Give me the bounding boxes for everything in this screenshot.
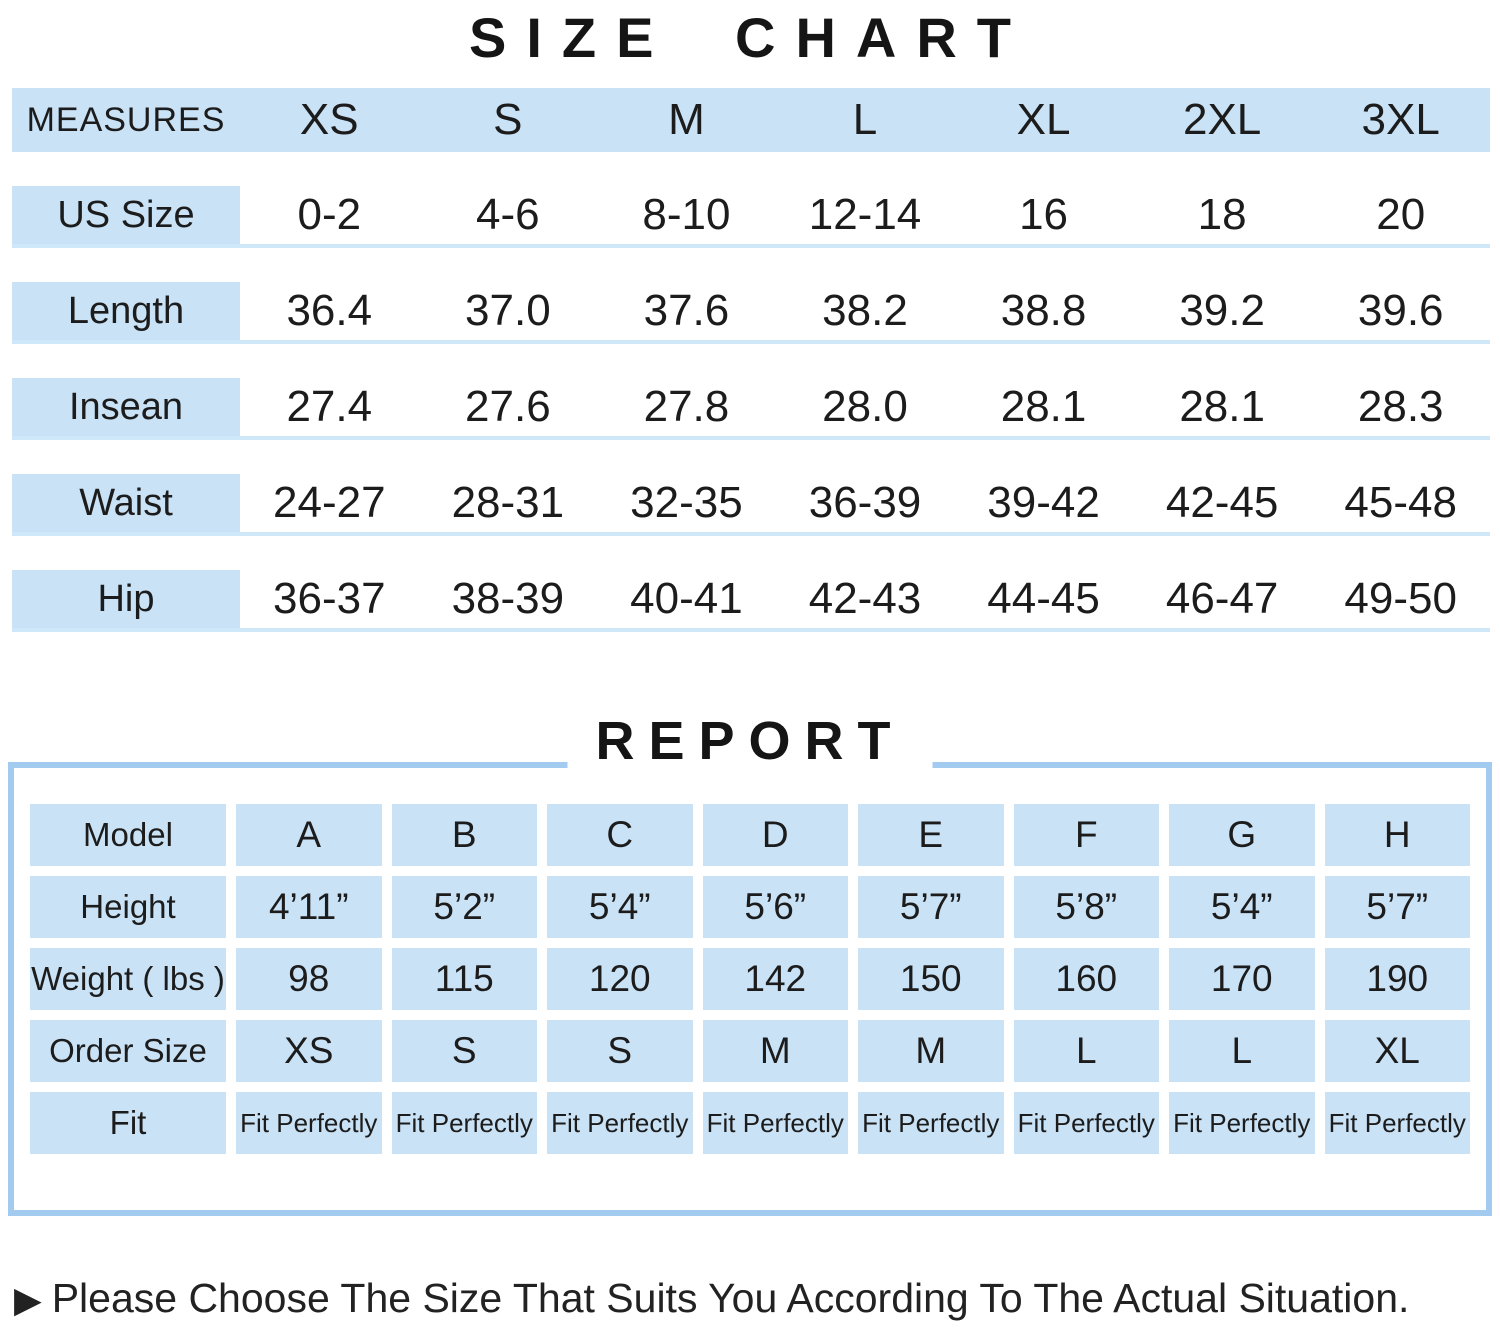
report-cell: 190 [1325,948,1471,1010]
report-cell: 120 [547,948,693,1010]
measure-row-label: US Size [12,186,240,244]
measure-cell: 28.1 [1179,382,1265,431]
measure-row [12,474,1490,536]
report-row-label: Weight ( lbs ) [30,948,226,1010]
size-column-header: S [493,95,523,144]
measure-cell: 20 [1376,190,1426,239]
measure-cell: 18 [1197,190,1247,239]
measure-cell: 27.6 [465,382,551,431]
footer-note [14,1274,1500,1324]
measure-cell: 44-45 [987,574,1100,623]
measure-cell: 39.6 [1357,286,1444,335]
measure-cell: 38.8 [1000,286,1087,335]
report-cell: 5’2” [392,876,538,938]
measure-row [12,570,1490,632]
measure-cell: 12-14 [808,190,922,239]
report-row-label: Height [30,876,226,938]
report-cell: S [547,1020,693,1082]
report-cell: E [858,804,1004,866]
measure-cell: 32-35 [630,478,743,527]
report-cell: 4’11” [236,876,382,938]
measure-row [12,186,1490,248]
measure-cell: 38.2 [822,286,908,335]
report-cell: M [858,1020,1004,1082]
size-chart-header-row [12,88,1490,152]
report-title: REPORT [567,710,932,772]
measure-row-label: Waist [12,474,240,532]
measure-cell: 42-45 [1165,478,1279,527]
measure-cell: 40-41 [630,574,743,623]
report-cell: XL [1325,1020,1471,1082]
measure-cell: 49-50 [1344,574,1457,623]
report-cell: L [1014,1020,1160,1082]
measure-cell: 37.0 [465,286,551,335]
report-cell: 115 [392,948,538,1010]
measure-cell: 39-42 [987,478,1100,527]
report-cell: Fit Perfectly [703,1092,849,1154]
report-row-label: Order Size [30,1020,226,1082]
report-cell: D [703,804,849,866]
size-chart-page [0,6,1500,1324]
report-cell: H [1325,804,1471,866]
report-cell: M [703,1020,849,1082]
report-cell: B [392,804,538,866]
size-column-header: 3XL [1361,95,1440,144]
report-cell: C [547,804,693,866]
measure-cell: 39.2 [1179,286,1265,335]
measure-cell: 0-2 [297,190,362,239]
measure-cell: 28-31 [451,478,565,527]
report-cell: 150 [858,948,1004,1010]
measure-cell: 4-6 [476,190,540,239]
size-chart-header-label: MEASURES [26,100,226,139]
size-chart-table [12,88,1490,632]
measure-cell: 36-39 [808,478,922,527]
report-cell: Fit Perfectly [1325,1092,1471,1154]
report-cell: Fit Perfectly [547,1092,693,1154]
report-cell: L [1169,1020,1315,1082]
size-column-header: M [668,95,705,144]
size-column-header: XS [299,95,359,144]
measure-row-label: Length [12,282,240,340]
measure-cell: 45-48 [1344,478,1457,527]
report-cell: XS [236,1020,382,1082]
measure-cell: 24-27 [273,478,386,527]
report-cell: 5’4” [1169,876,1315,938]
report-cell: 142 [703,948,849,1010]
measure-cell: 36-37 [273,574,386,623]
report-cell: S [392,1020,538,1082]
footer-note-text: Please Choose The Size That Suits You According To The Actual Situation. [51,1275,1410,1321]
report-cell: 5’4” [547,876,693,938]
report-cell: Fit Perfectly [236,1092,382,1154]
measure-row-label: Hip [12,570,240,628]
size-chart-rows [12,186,1490,632]
report-cell: F [1014,804,1160,866]
measure-cell: 8-10 [642,190,731,239]
measure-cell: 37.6 [643,286,730,335]
report-cell: 160 [1014,948,1160,1010]
measure-row [12,282,1490,344]
measure-cell: 38-39 [451,574,565,623]
measure-cell: 28.0 [822,382,908,431]
report-cell: 5’8” [1014,876,1160,938]
report-cell: 5’7” [858,876,1004,938]
size-column-header: L [852,95,878,144]
report-cell: A [236,804,382,866]
report-cell: Fit Perfectly [1014,1092,1160,1154]
size-chart-title: SIZE CHART [469,6,1031,69]
size-column-header: 2XL [1182,95,1262,144]
report-section [8,711,1492,1216]
report-cell: G [1169,804,1315,866]
measure-cell: 27.4 [286,382,373,431]
report-row-label: Fit [30,1092,226,1154]
report-cell: 98 [236,948,382,1010]
report-cell: 5’6” [703,876,849,938]
report-cell: Fit Perfectly [858,1092,1004,1154]
size-column-header: XL [1016,95,1071,144]
measure-row [12,378,1490,440]
report-cell: Fit Perfectly [392,1092,538,1154]
measure-row-label: Insean [12,378,240,436]
measure-cell: 46-47 [1165,574,1279,623]
report-row-label: Model [30,804,226,866]
measure-cell: 42-43 [808,574,922,623]
measure-cell: 28.3 [1357,382,1444,431]
report-cell: 170 [1169,948,1315,1010]
report-cell: 5’7” [1325,876,1471,938]
measure-cell: 16 [1019,190,1069,239]
report-cell: Fit Perfectly [1169,1092,1315,1154]
measure-cell: 28.1 [1000,382,1087,431]
arrow-right-icon: ▶ [14,1279,42,1320]
measure-cell: 27.8 [643,382,730,431]
report-table [30,804,1470,1154]
report-box [8,762,1492,1216]
measure-cell: 36.4 [286,286,373,335]
